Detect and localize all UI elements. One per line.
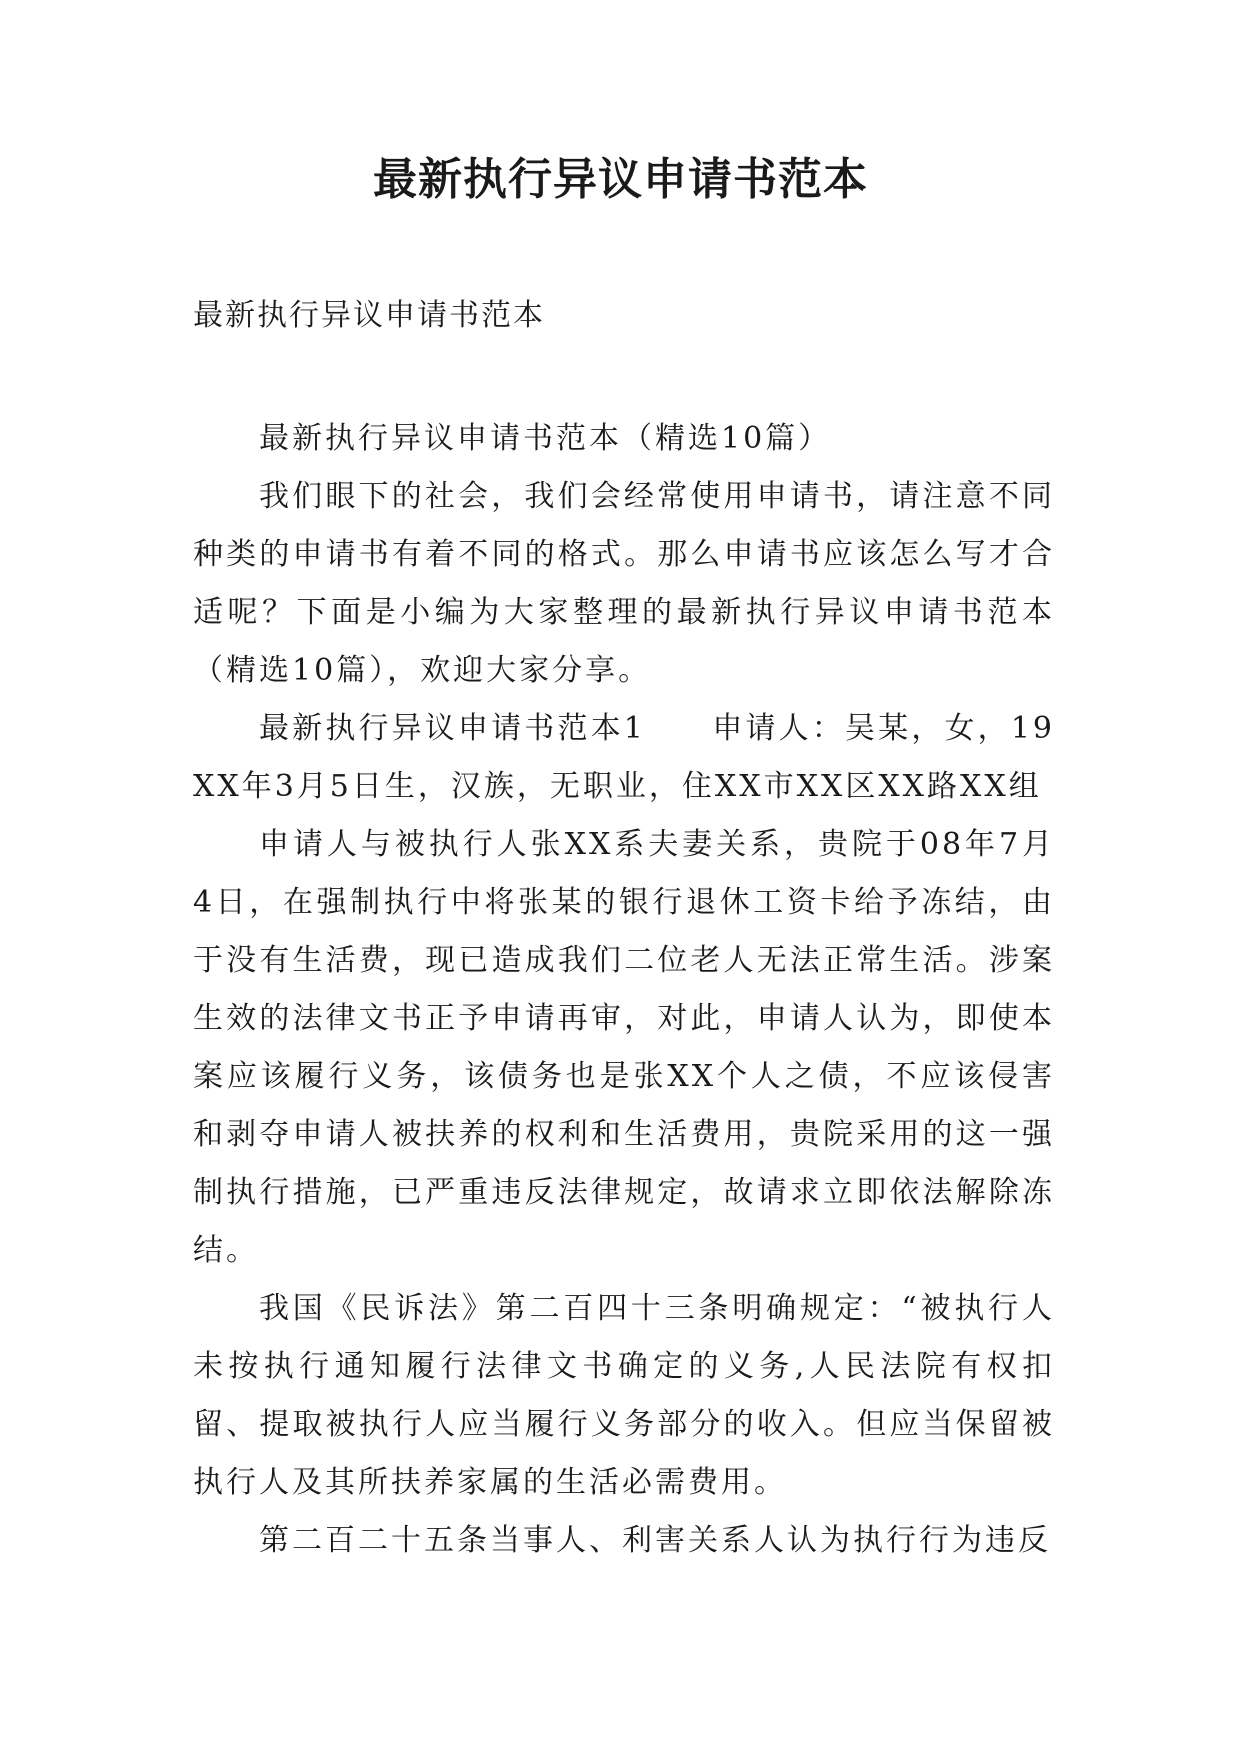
paragraph-heading: 最新执行异议申请书范本（精选10篇）: [259, 421, 832, 456]
paragraph-applicant: 最新执行异议申请书范本1 申请人：吴某，女，19XX年3月5日生，汉族，无职业，住XX市XX区XX路XX组: [193, 711, 1055, 804]
paragraph-intro: 我们眼下的社会，我们会经常使用申请书，请注意不同种类的申请书有着不同的格式。那么申请书应该怎么写才合适呢？下面是小编为大家整理的最新执行异议申请书范本（精选10篇），欢迎大家分享。: [193, 479, 1055, 688]
paragraph-law-243: 我国《民诉法》第二百四十三条明确规定：“被执行人未按执行通知履行法律文书确定的义务,人民法院有权扣留、提取被执行人应当履行义务部分的收入。但应当保留被执行人及其所扶养家属的生活必需费用。: [193, 1291, 1055, 1500]
document-subtitle: 最新执行异议申请书范本: [193, 298, 545, 333]
paragraph-law-225: 第二百二十五条当事人、利害关系人认为执行行为违反: [259, 1523, 1051, 1558]
paragraph-facts: 申请人与被执行人张XX系夫妻关系，贵院于08年7月4日，在强制执行中将张某的银行退休工资卡给予冻结，由于没有生活费，现已造成我们二位老人无法正常生活。涉案生效的法律文书正予申请再审，对此，申请人认为，即使本案应该履行义务，该债务也是张XX个人之债，不应该侵害和剥夺申请人被扶养的权利和生活费用，贵院采用的这一强制执行措施，已严重违反法律规定，故请求立即依法解除冻结。: [193, 827, 1055, 1268]
document-body: [193, 410, 1055, 1570]
document-title: 最新执行异议申请书范本: [373, 154, 868, 205]
